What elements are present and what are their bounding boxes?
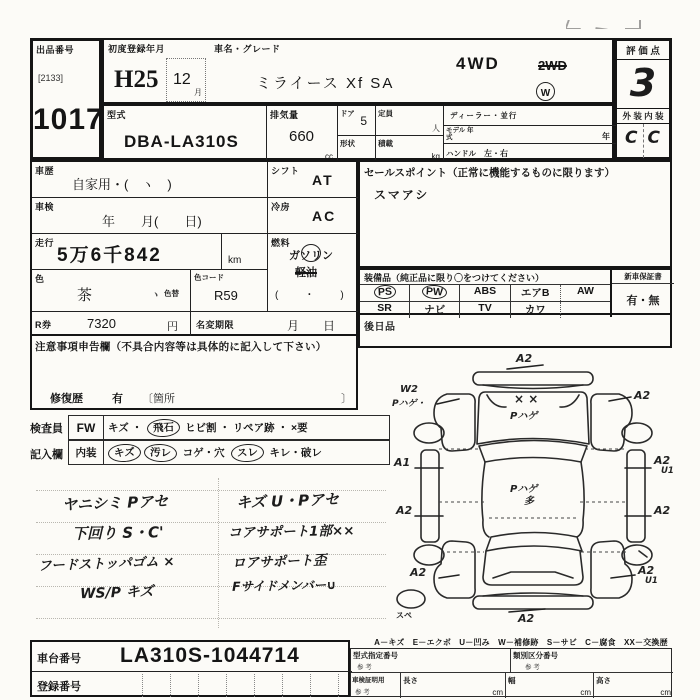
note-right-3: ロアサポート歪: [231, 552, 327, 572]
divider: [190, 270, 191, 312]
equipment-sr: SR: [360, 302, 410, 318]
recolor-label: 色替: [164, 289, 179, 298]
model-code-label: 型式: [107, 110, 127, 120]
grade-divider: [643, 124, 644, 158]
equipment-airbag: エアB: [511, 285, 561, 301]
note-left-2: 下回り S・C': [71, 523, 164, 543]
fuel-gasoline: ガソリン: [289, 250, 333, 262]
type-number-label: 型式指定番号: [353, 651, 398, 660]
equipment-box: [358, 268, 672, 315]
fuel-diesel: 軽油: [295, 267, 317, 279]
drive-circle-mark: [536, 82, 555, 101]
equipment-pw: PW: [422, 284, 448, 300]
load-unit: kg: [431, 152, 440, 161]
diagram-label-front-right: A2: [634, 389, 651, 402]
width-label: 幅: [508, 676, 516, 685]
plate-cell-divider: [254, 674, 255, 697]
vehicle-name-label: 車名・グレード: [214, 44, 281, 54]
length-cell: [401, 673, 506, 698]
spec-row: [102, 104, 614, 160]
equipment-label: 装備品（純正品に限り〇をつけてください）: [364, 273, 545, 283]
dealer-parallel-cell: [444, 106, 616, 125]
color-code-label: 色コード: [194, 273, 224, 282]
capacity-label: 定員: [378, 109, 393, 118]
row1-item-tobiishi: 飛石: [147, 418, 181, 438]
diagram-label-right-upper-sub: U1: [661, 466, 674, 476]
note-right-1: キズ U・Pアセ: [235, 490, 340, 512]
rticket-value: 7320: [87, 316, 116, 331]
displacement-cell: [267, 106, 338, 162]
lot-box: [30, 38, 102, 160]
rticket-row: [32, 312, 360, 336]
equipment-aw: AW: [576, 285, 594, 297]
lot-number: 1017: [33, 103, 104, 136]
height-cell: [594, 673, 673, 698]
model-year-unit: 年: [602, 132, 610, 141]
inspector-row2-items: [104, 440, 390, 465]
diagram-label-right-mid: A2: [654, 504, 671, 517]
diagram-label-rear-right: A2: [638, 564, 655, 577]
mileage-row: [32, 234, 267, 270]
warranty-value: 有・無: [626, 295, 660, 307]
repair-bracket-open: 〔箇所: [142, 393, 175, 405]
diagram-label-rear-right-sub: U1: [645, 576, 658, 586]
row2-item-yogore: 汚レ: [143, 443, 177, 463]
capacity-unit: 人: [432, 124, 440, 133]
damage-diagram: [388, 352, 690, 636]
divider: [190, 312, 191, 336]
chassis-box: [30, 640, 350, 697]
plate-cell-divider: [282, 674, 283, 697]
shift-label: シフト: [271, 166, 300, 176]
history-value: 自家用・( ヽ ): [72, 177, 172, 192]
inspector-code: [68, 415, 104, 440]
mileage-label: 走行: [35, 238, 55, 248]
plate-row: [32, 672, 352, 699]
repair-bracket-close: 〕: [341, 393, 352, 405]
color-label: 色: [35, 274, 45, 284]
class-number-cell: [511, 649, 673, 673]
plate-cell-divider: [170, 674, 171, 697]
row2-item-kire: キレ・破レ: [269, 447, 322, 459]
cropped-stamp: [566, 17, 676, 29]
drive-type: 4WD: [456, 54, 500, 73]
interior-code-value: 内装: [75, 447, 97, 459]
vehicle-name: ミライース Xf SA: [256, 75, 395, 92]
model-code-value: DBA-LA310S: [124, 132, 239, 151]
shaken-value: 年 月( 日): [102, 214, 202, 229]
left-main-box: [30, 160, 358, 410]
diagram-label-front-left2: Pハゲ・: [392, 399, 426, 409]
fuel-label: 燃料: [271, 238, 291, 248]
ext-int-label: 外 装 内 装: [617, 108, 669, 124]
width-cell: [506, 673, 594, 698]
inspector-row2-label: 記入欄: [30, 449, 63, 461]
rating-score: 3: [629, 61, 657, 105]
row2-item-koge: コゲ・穴: [182, 447, 225, 459]
repair-label: 修復歴: [50, 393, 83, 405]
history-row: [32, 162, 360, 198]
diagram-label-left-upper: A1: [394, 456, 411, 469]
notice-box: [32, 336, 360, 412]
diagram-label-right-upper: A2: [654, 454, 671, 467]
divider: [221, 234, 222, 270]
note-left-1: ヤニシミ Pアセ: [61, 492, 169, 514]
aircon-value: AC: [312, 208, 337, 224]
plate-cell-divider: [142, 674, 143, 697]
row1-item-rest: ヒビ割 ・ リペア跡 ・ ×要: [185, 422, 308, 434]
inspector-row1-items: [104, 415, 390, 440]
column-divider: [218, 478, 219, 628]
diagram-label-front-bumper: A2: [516, 352, 533, 365]
sales-point-box: [358, 160, 672, 268]
rating-box: [614, 38, 672, 160]
height-label: 高さ: [596, 676, 611, 685]
color-row: [32, 270, 267, 312]
note-right-4: Fサイドメンバー∪: [231, 577, 337, 594]
first-reg-era: H25: [114, 66, 159, 93]
type-number-cell: [351, 649, 511, 673]
lot-label: 出品番号: [36, 45, 75, 55]
ruling-line: [36, 618, 386, 619]
rating-label: 評 価 点: [617, 41, 669, 60]
diagram-legend: A－キズ E－エクボ U－凹み W－補修跡 S－サビ C－腐食 XX－交換歴: [374, 638, 668, 647]
equipment-kawa: カワ: [511, 302, 561, 318]
inspector-rows: [30, 415, 390, 467]
doors-value: 5: [360, 114, 367, 128]
sales-point-label: セールスポイント（正常に機能するものに限ります）: [364, 167, 616, 179]
shaken-row: [32, 198, 360, 234]
first-reg-label: 初度登録年月: [108, 44, 166, 54]
color-value: 茶: [77, 287, 93, 304]
length-unit: cm: [492, 688, 503, 697]
handle-label: ハンドル: [446, 149, 476, 158]
handwritten-notes: [36, 478, 388, 630]
row2-item-sure: スレ: [230, 443, 264, 463]
handle-value: 左・右: [484, 149, 508, 158]
plate-cell-divider: [198, 674, 199, 697]
color-mark: ヽ: [150, 290, 160, 301]
cert-ref: 参 考: [355, 689, 370, 696]
model-year-label: モデル 年式: [446, 127, 474, 142]
equipment-abs: ABS: [460, 285, 510, 301]
first-reg-month: 12: [173, 71, 191, 88]
capacity-cell: [376, 106, 444, 135]
chassis-label: 車台番号: [37, 653, 81, 665]
displacement-value: 660: [289, 128, 315, 145]
rticket-unit: 円: [167, 321, 178, 333]
name-change-value: 月 日: [287, 319, 336, 333]
plate-label: 登録番号: [37, 681, 81, 693]
diagram-label-hood-marks: × ×: [514, 392, 539, 406]
type-number-ref: 参 考: [357, 664, 372, 671]
diagram-label-center1: Pハゲ: [510, 484, 538, 495]
lot-ref: [2133]: [38, 73, 64, 83]
ref-table: [350, 648, 672, 697]
cert-label: 車検証明用: [352, 677, 385, 684]
dealer-parallel-label: ディーラー・並行: [450, 111, 518, 120]
note-left-3: フードストッパゴム ×: [37, 553, 175, 575]
later-goods-box: [358, 315, 672, 348]
note-left-4: WS/P キズ: [79, 583, 154, 603]
color-code: R59: [214, 288, 238, 303]
load-cell: [376, 135, 444, 162]
shift-value: AT: [312, 172, 334, 188]
diagram-label-hood: Pハゲ: [510, 411, 538, 422]
doors-label: ドア: [340, 109, 355, 118]
diagram-label-left-lower: A2: [396, 504, 413, 517]
notice-label: 注意事項申告欄（不具合内容等は具体的に記入して下さい）: [35, 341, 327, 353]
shape-label: 形状: [340, 139, 355, 148]
class-number-ref: 参 考: [525, 664, 540, 671]
repair-value: 有: [112, 393, 123, 405]
warranty-label: 新車保証書: [612, 270, 674, 284]
doors-cell: [338, 106, 376, 135]
diagram-label-spare: スペ: [396, 611, 412, 620]
sales-point-value: スマアシ: [374, 188, 430, 202]
fuel-other: ( ・ ): [275, 290, 346, 301]
mileage-value: 5万6千842: [57, 245, 162, 266]
length-label: 長さ: [403, 676, 418, 685]
plate-cell-divider: [338, 674, 339, 697]
inspector-row1-label: 検査員: [30, 423, 63, 435]
shape-cell: [338, 135, 376, 162]
drive-type-struck: 2WD: [538, 58, 567, 73]
warranty-cell: [610, 270, 674, 317]
history-label: 車歴: [35, 166, 55, 176]
aircon-label: 冷房: [271, 202, 291, 212]
equipment-tv: TV: [460, 302, 510, 318]
equipment-ps: PS: [373, 284, 396, 299]
exterior-grade: C: [625, 128, 638, 148]
rticket-label: R券: [35, 320, 52, 330]
displacement-label: 排気量: [270, 110, 299, 120]
first-reg-month-unit: 月: [194, 88, 202, 97]
displacement-unit: cc: [325, 152, 333, 161]
model-code-cell: [104, 106, 267, 162]
load-label: 積載: [378, 139, 393, 148]
registration-row: [102, 38, 614, 104]
plate-cell-divider: [226, 674, 227, 697]
diagram-label-front-left1: W2: [400, 384, 418, 395]
class-number-label: 類別区分番号: [513, 651, 558, 660]
first-reg-month-box: [166, 58, 206, 102]
diagram-label-rear-left: A2: [410, 566, 427, 579]
height-unit: cm: [660, 688, 671, 697]
note-right-2: コアサポート1部××: [227, 522, 355, 542]
plate-cell-divider: [310, 674, 311, 697]
mileage-unit: km: [228, 255, 242, 266]
model-year-cell: [444, 125, 616, 143]
name-change-label: 名変期限: [196, 320, 235, 330]
interior-grade: C: [647, 128, 660, 148]
diagram-label-rear-bumper: A2: [518, 612, 535, 625]
chassis-value: LA310S-1044714: [120, 644, 300, 667]
row2-item-kizu: キズ: [108, 443, 142, 463]
interior-code: [68, 440, 104, 465]
equipment-grid: [360, 284, 610, 317]
row1-item-kizu: キズ ・: [108, 422, 143, 434]
inspector-code-value: FW: [76, 421, 96, 435]
drive-mark-letter: W: [540, 88, 551, 99]
cert-cell: [351, 673, 401, 698]
fuel-selection-circle: [301, 244, 321, 262]
chassis-row: [32, 642, 352, 672]
equipment-navi: ナビ: [410, 302, 460, 318]
shaken-label: 車検: [35, 202, 55, 212]
diagram-label-center2: 多: [524, 496, 534, 507]
later-goods-label: 後日品: [364, 322, 396, 333]
width-unit: cm: [580, 688, 591, 697]
fuel-cell: [267, 234, 360, 312]
